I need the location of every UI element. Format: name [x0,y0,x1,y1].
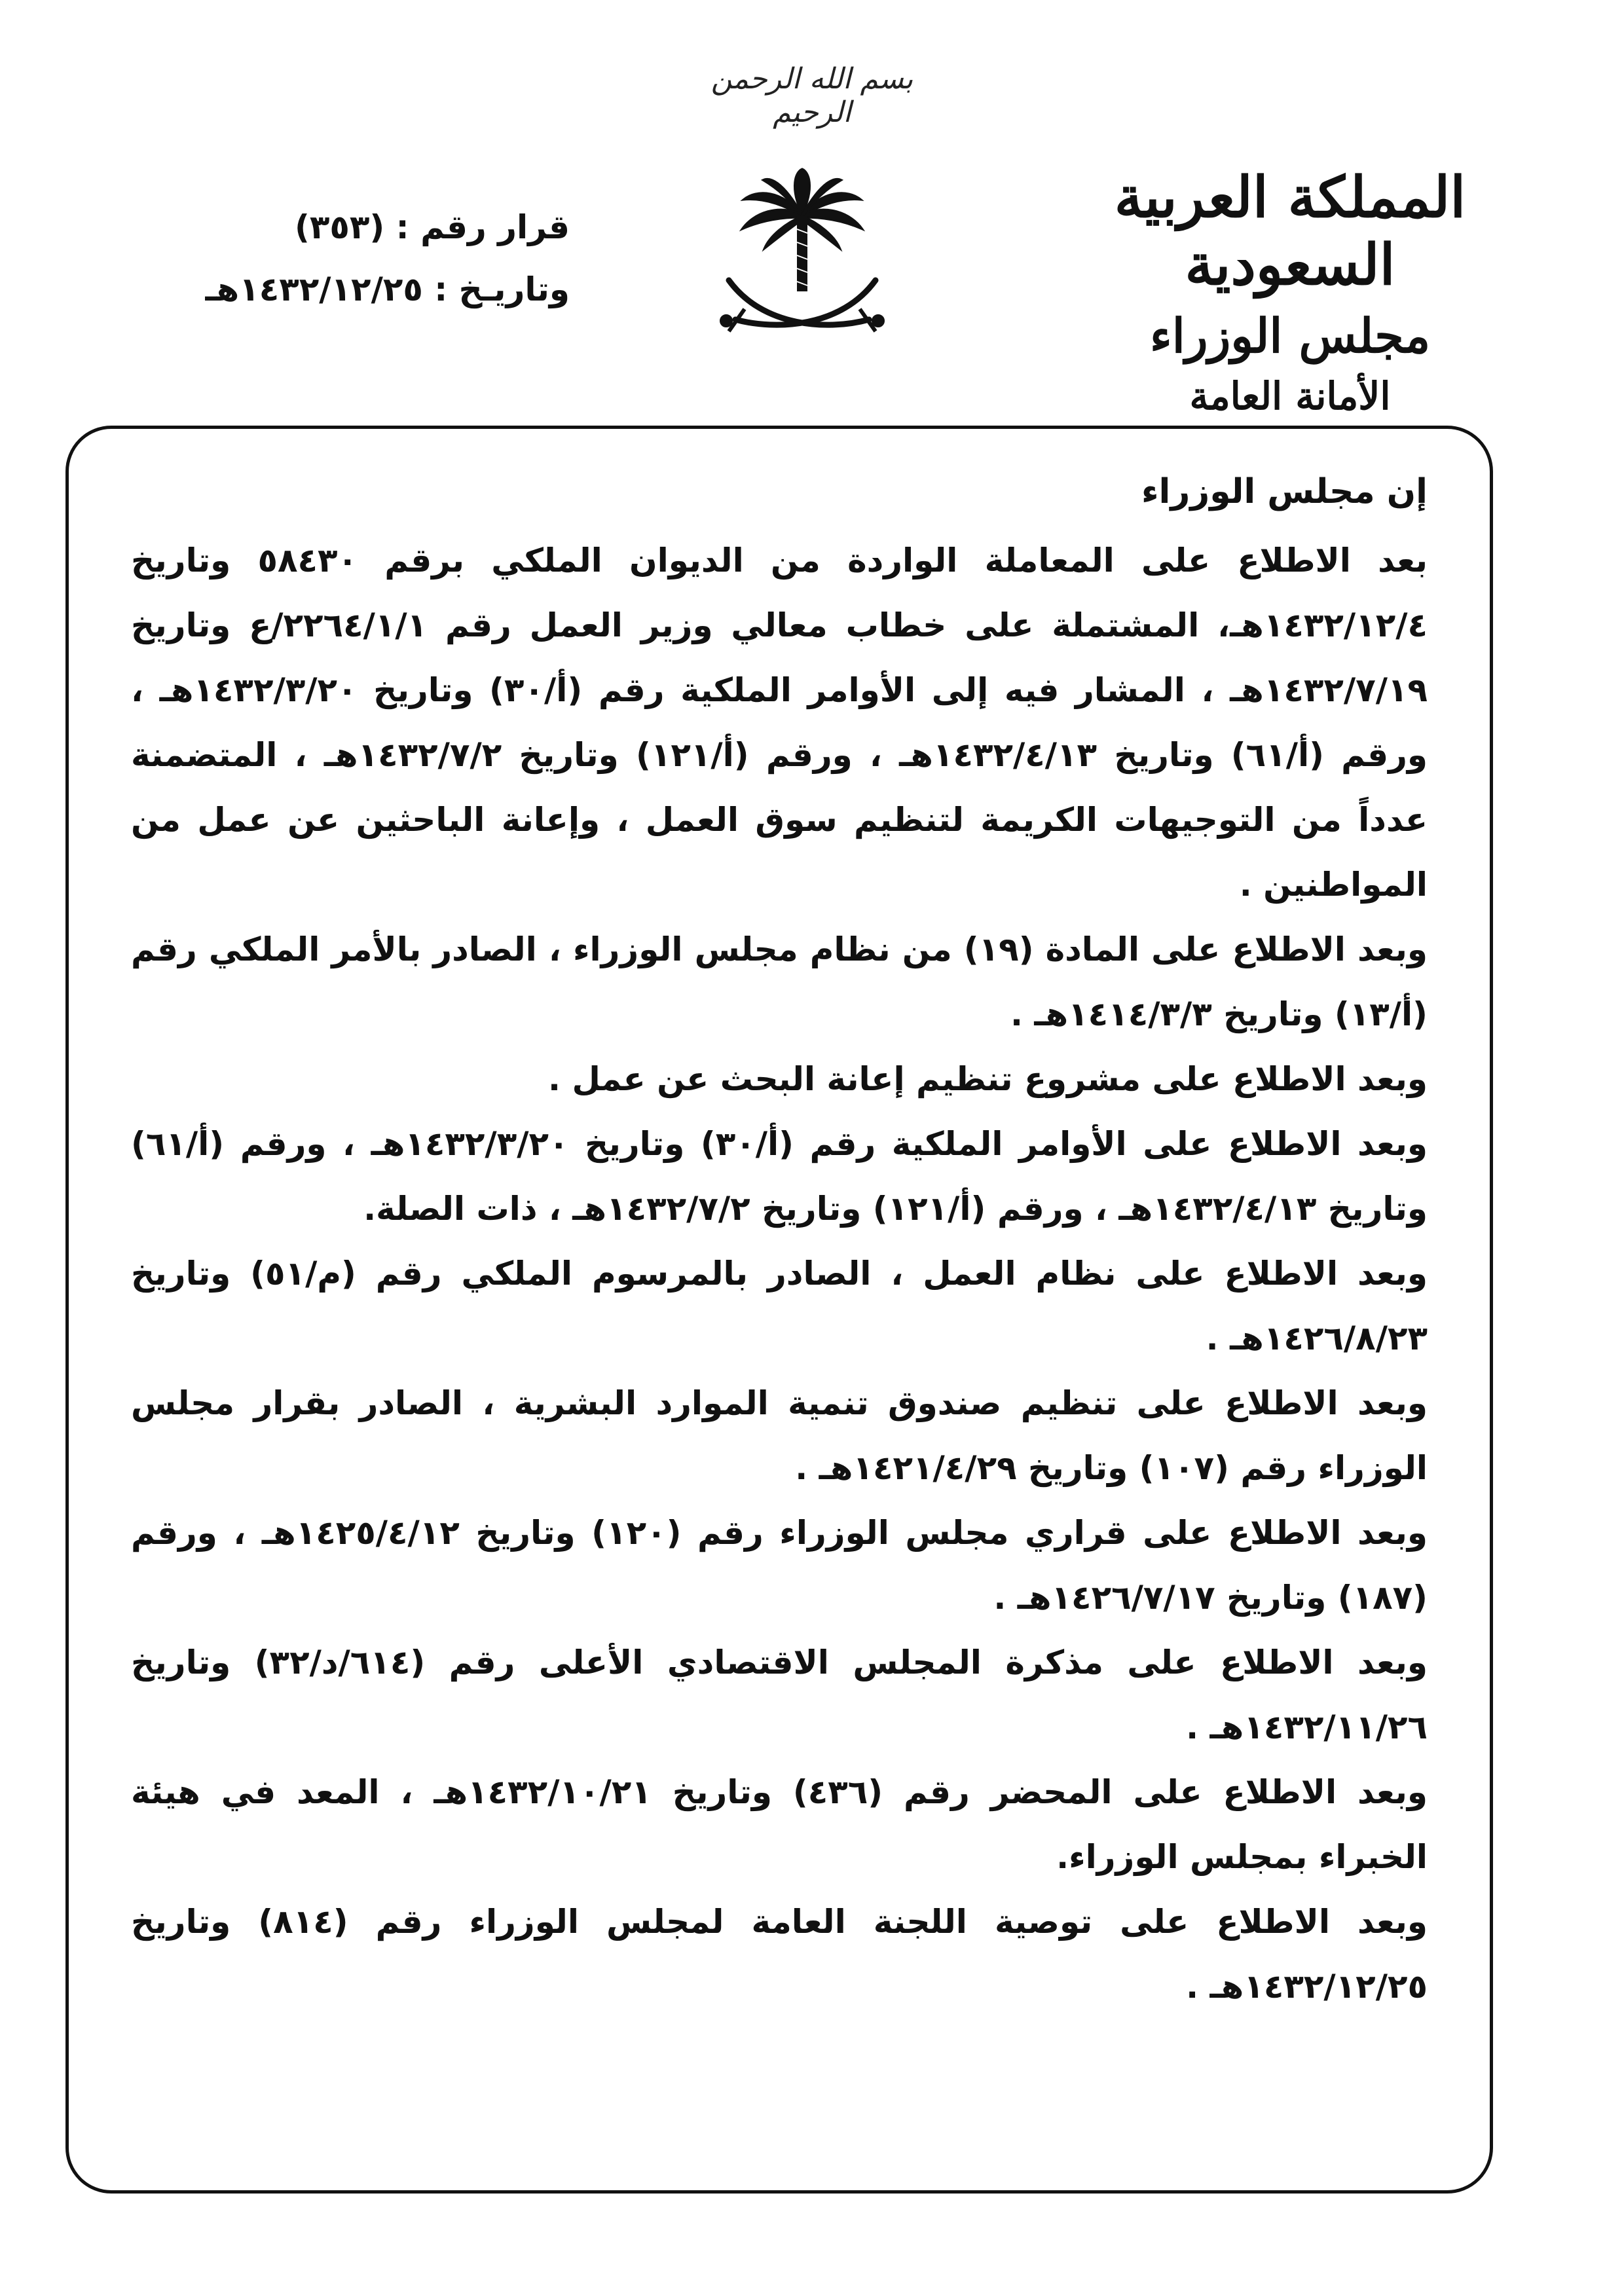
paragraph: وبعد الاطلاع على تنظيم صندوق تنمية الموارد البشرية ، الصادر بقرار مجلس الوزراء رقم (١٠٧) وتاريخ ١٤٢١/٤/٢٩هـ . [131,1384,1428,1488]
palm-trunk [797,216,807,291]
paragraph: وبعد الاطلاع على قراري مجلس الوزراء رقم (١٢٠) وتاريخ ١٤٢٥/٤/١٢هـ ، ورقم (١٨٧) وتاريخ ١٤٢٦/٧/١٧هـ . [131,1514,1428,1617]
decision-number: قرار رقم : (٣٥٣) [295,208,570,246]
bismillah-header: بسم الله الرحمن الرحيم [710,62,913,129]
saudi-palm-swords-emblem-icon [717,164,887,347]
paragraph: بعد الاطلاع على المعاملة الواردة من الديوان الملكي برقم ٥٨٤٣٠ وتاريخ ١٤٣٢/١٢/٤هـ، المشتملة على خطاب معالي وزير العمل رقم ٢٢٦٤/١/١/ع وتاريخ ١٤٣٢/٧/١٩هـ ، المشار فيه إلى الأوامر الملكية رقم (أ/٣٠) وتاريخ ١٤٣٢/٣/٢٠هـ ، ورقم (أ/٦١) وتاريخ ١٤٣٢/٤/١٣هـ ، ورقم (أ/١٢١) وتاريخ ١٤٣٢/٧/٢هـ ، المتضمنة عدداً من التوجيهات الكريمة لتنظيم سوق العمل ، وإعانة الباحثين عن عمل من المواطنين . [131,542,1428,904]
paragraph: وبعد الاطلاع على مشروع تنظيم إعانة البحث عن عمل . [548,1060,1428,1099]
paragraph: وبعد الاطلاع على نظام العمل ، الصادر بالمرسوم الملكي رقم (م/٥١) وتاريخ ١٤٢٦/٨/٢٣هـ . [131,1255,1428,1358]
decision-date: وتاريـخ : ١٤٣٢/١٢/٢٥هـ [205,270,570,308]
paragraph: وبعد الاطلاع على الأوامر الملكية رقم (أ/٣٠) وتاريخ ١٤٣٢/٣/٢٠هـ ، ورقم (أ/٦١) وتاريخ ١٤٣٢/٤/١٣هـ ، ورقم (أ/١٢١) وتاريخ ١٤٣٢/٧/٢هـ ، ذات الصلة. [131,1125,1428,1228]
paragraph: وبعد الاطلاع على مذكرة المجلس الاقتصادي الأعلى رقم (٦١٤/د/٣٢) وتاريخ ١٤٣٢/١١/٢٦هـ . [131,1643,1428,1747]
organization-header [1054,164,1526,421]
decision-body-frame [65,426,1493,2194]
decision-info [98,196,570,321]
secretariat-name: الأمانة العامة [1189,373,1391,418]
paragraph: وبعد الاطلاع على توصية اللجنة العامة لمجلس الوزراء رقم (٨١٤) وتاريخ ١٤٣٢/١٢/٢٥هـ . [131,1903,1428,2006]
kingdom-name: المملكة العربية السعودية [1114,164,1466,299]
council-name: مجلس الوزراء [1149,308,1431,364]
intro-line: إن مجلس الوزراء [1141,472,1428,511]
paragraph: وبعد الاطلاع على المادة (١٩) من نظام مجلس الوزراء ، الصادر بالأمر الملكي رقم (أ/١٣) وتاريخ ١٤١٤/٣/٣هـ . [131,930,1428,1034]
paragraph: وبعد الاطلاع على المحضر رقم (٤٣٦) وتاريخ ١٤٣٢/١٠/٢١هـ ، المعد في هيئة الخبراء بمجلس الوزراء. [131,1773,1428,1877]
